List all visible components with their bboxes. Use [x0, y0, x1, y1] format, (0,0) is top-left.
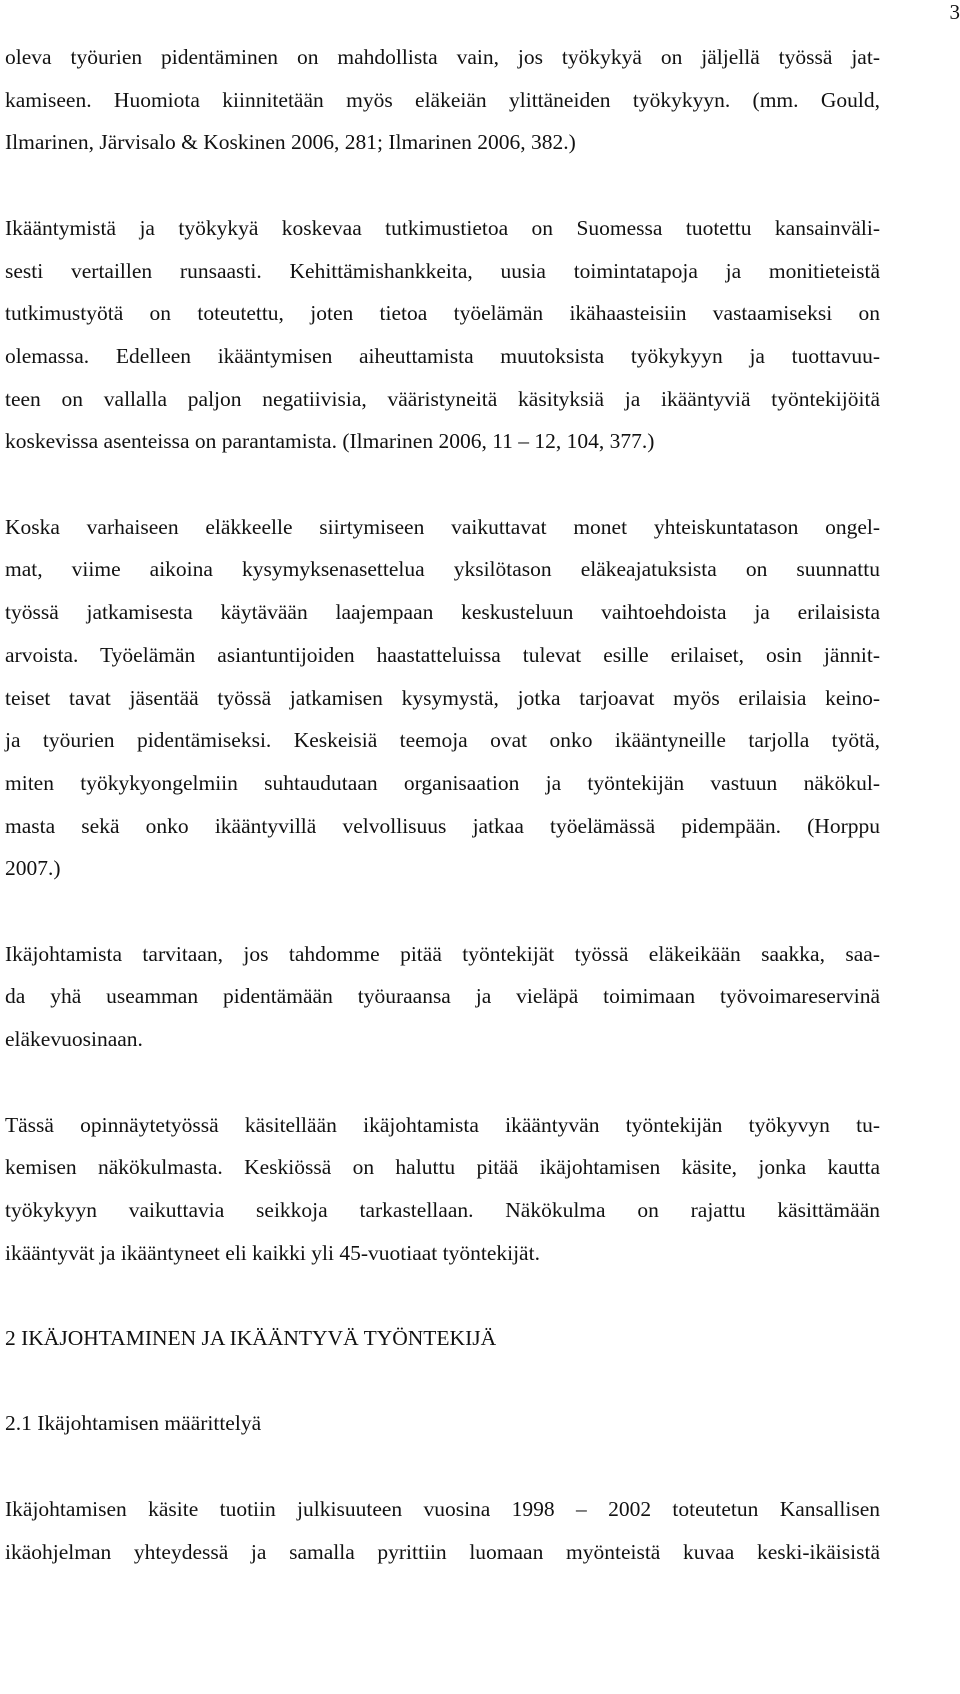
text-line: tutkimustyötä on toteutettu, joten tietoa työelämän ikähaasteisiin vastaamiseksi on: [5, 301, 880, 326]
text-line: mat, viime aikoina kysymyksenasettelua yksilötason eläkeajatuksista on suunnattu: [5, 557, 880, 582]
text-line: kemisen näkökulmasta. Keskiössä on haluttu pitää ikäjohtamisen käsite, jonka kautta: [5, 1155, 880, 1180]
paragraph-3: [5, 506, 880, 890]
text-line: Tässä opinnäytetyössä käsitellään ikäjohtamista ikääntyvän työntekijän työkyvyn tu-: [5, 1112, 880, 1137]
text-line: da yhä useamman pidentämään työuraansa ja vieläpä toimimaan työvoimareservinä: [5, 984, 880, 1009]
text-line: ja työurien pidentämiseksi. Keskeisiä teemoja ovat onko ikääntyneille tarjolla työtä,: [5, 728, 880, 753]
text-line: Ikäjohtamisen käsite tuotiin julkisuuteen vuosina 1998 – 2002 toteutetun Kansallisen: [5, 1496, 880, 1521]
paragraph-5: [5, 1104, 880, 1275]
paragraph-gap: [5, 1061, 880, 1104]
subsection-heading: 2.1 Ikäjohtamisen määrittelyä: [5, 1411, 262, 1436]
section-heading: 2 IKÄJOHTAMINEN JA IKÄÄNTYVÄ TYÖNTEKIJÄ: [5, 1326, 497, 1351]
paragraph-gap: [5, 890, 880, 933]
paragraph-gap: [5, 1360, 880, 1403]
paragraph-gap: [5, 1274, 880, 1317]
text-line: 2007.): [5, 856, 61, 881]
text-line: kamiseen. Huomiota kiinnitetään myös eläkeiän ylittäneiden työkykyyn. (mm. Gould,: [5, 87, 880, 112]
paragraph-4: [5, 933, 880, 1061]
text-line: Koska varhaiseen eläkkeelle siirtymiseen vaikuttavat monet yhteiskuntatason ongel-: [5, 514, 880, 539]
text-line: Ikäjohtamista tarvitaan, jos tahdomme pitää työntekijät työssä eläkeikään saakka, saa-: [5, 941, 880, 966]
text-line: miten työkykyongelmiin suhtaudutaan organisaation ja työntekijän vastuun näkökul-: [5, 770, 880, 795]
text-line: ikäohjelman yhteydessä ja samalla pyrittiin luomaan myönteistä kuvaa keski-ikäisistä: [5, 1539, 880, 1564]
text-line: olemassa. Edelleen ikääntymisen aiheuttamista muutoksista työkykyyn ja tuottavuu-: [5, 343, 880, 368]
text-line: ikääntyvät ja ikääntyneet eli kaikki yli 45-vuotiaat työntekijät.: [5, 1240, 540, 1265]
paragraph-1: [5, 36, 880, 164]
text-line: eläkevuosinaan.: [5, 1027, 143, 1052]
paragraph-gap: [5, 1445, 880, 1488]
paragraph-gap: [5, 164, 880, 207]
text-line: sesti vertaillen runsaasti. Kehittämishankkeita, uusia toimintatapoja ja monitieteistä: [5, 258, 880, 283]
text-line: Ilmarinen, Järvisalo & Koskinen 2006, 281; Ilmarinen 2006, 382.): [5, 130, 576, 155]
paragraph-6: [5, 1488, 880, 1573]
text-line: koskevissa asenteissa on parantamista. (Ilmarinen 2006, 11 – 12, 104, 377.): [5, 429, 655, 454]
document-body: [5, 36, 880, 1573]
text-line: oleva työurien pidentäminen on mahdollista vain, jos työkykyä on jäljellä työssä jat-: [5, 45, 880, 69]
paragraph-2: [5, 207, 880, 463]
text-line: Ikääntymistä ja työkykyä koskevaa tutkimustietoa on Suomessa tuotettu kansainväli-: [5, 215, 880, 240]
text-line: teen on vallalla paljon negatiivisia, vääristyneitä käsityksiä ja ikääntyviä työntekijöitä: [5, 386, 880, 411]
text-line: työssä jatkamisesta käytävään laajempaan keskusteluun vaihtoehdoista ja erilaisista: [5, 600, 880, 625]
page-number: 3: [949, 0, 960, 24]
paragraph-gap: [5, 463, 880, 506]
text-line: työkykyyn vaikuttavia seikkoja tarkastellaan. Näkökulma on rajattu käsittämään: [5, 1197, 880, 1222]
text-line: masta sekä onko ikääntyvillä velvollisuus jatkaa työelämässä pidempään. (Horppu: [5, 813, 880, 838]
text-line: arvoista. Työelämän asiantuntijoiden haastatteluissa tulevat esille erilaiset, osin jännit-: [5, 642, 880, 667]
text-line: teiset tavat jäsentää työssä jatkamisen kysymystä, jotka tarjoavat myös erilaisia keino-: [5, 685, 880, 710]
